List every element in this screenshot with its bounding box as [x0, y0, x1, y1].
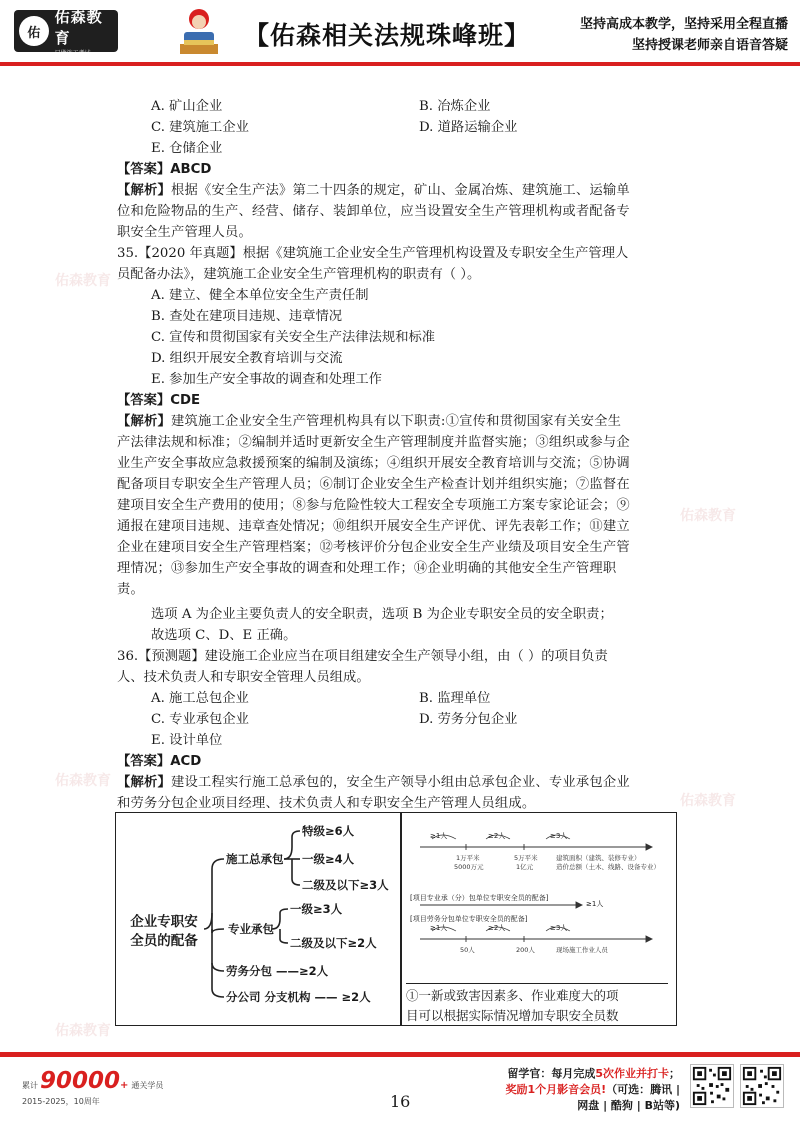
- analysis-line: [117, 411, 687, 432]
- promo-text: 留学官：每月完成: [507, 1067, 596, 1080]
- timeline-tick: 造价总额（土木、线路、设备专业）: [556, 863, 660, 871]
- timeline-tick: 现场施工作业人员: [556, 946, 608, 954]
- watermark: 佑森教育: [55, 273, 111, 289]
- analysis-line: 和劳务分包企业项目经理、技术负责人和专职安全生产管理人员组成。: [117, 796, 536, 811]
- analysis-tag: 【解析】: [117, 414, 171, 429]
- question-stem: 35.【2020 年真题】根据《建筑施工企业安全生产管理机构设置及专职安全生产管理人: [117, 246, 629, 261]
- qr-code[interactable]: [740, 1064, 784, 1116]
- timeline-tick: 5万平米: [514, 854, 538, 862]
- timeline-count: ≥1人: [430, 924, 448, 932]
- stat-prefix: 累计: [22, 1081, 38, 1090]
- analysis-line: 位和危险物品的生产、经营、储存、装卸单位，应当设置安全生产管理机构或者配备专: [117, 204, 630, 219]
- answer-line: [117, 159, 687, 180]
- option-b: B. 冶炼企业: [419, 99, 491, 114]
- logo-icon: 佑: [19, 16, 49, 46]
- option-row: [117, 709, 687, 730]
- branch-branch-office: 分公司 分支机构 —— ≥2人: [226, 990, 371, 1004]
- promo-highlight: 奖励1个月影音会员!: [505, 1083, 607, 1096]
- logo-name: 佑森教育: [54, 7, 103, 47]
- analysis-line: 责。: [117, 582, 144, 597]
- document-body: [117, 96, 687, 814]
- diagram-divider: [400, 813, 402, 1025]
- staffing-diagram: [115, 812, 677, 1026]
- footer-stats: [22, 1068, 163, 1107]
- promo-highlight: 5次作业并打卡: [595, 1067, 669, 1080]
- analysis-text: 建筑施工企业安全生产管理机构具有以下职责:①宣传和贯彻国家有关安全生: [171, 414, 622, 429]
- timeline-tick: 5000万元: [454, 863, 484, 871]
- option-row: [117, 117, 687, 138]
- answer-line: [117, 390, 687, 411]
- answer-value: CDE: [170, 393, 201, 408]
- watermark: 佑森教育: [680, 508, 736, 524]
- page-header: [0, 0, 800, 72]
- stat-plus: +: [120, 1080, 129, 1091]
- timeline-count: ≥2人: [488, 924, 506, 932]
- option-e: E. 设计单位: [151, 733, 223, 748]
- branch-labor: 劳务分包 ——≥2人: [226, 964, 329, 978]
- option-a: A. 矿山企业: [151, 99, 223, 114]
- answer-tag: 【答案】: [117, 754, 171, 769]
- timeline-count: ≥3人: [550, 832, 568, 840]
- analysis-text: 根据《安全生产法》第二十四条的规定，矿山、金属冶炼、建筑施工、运输单: [171, 183, 630, 198]
- analysis-line: 建项目安全生产费用的使用；⑧参与危险性较大工程安全专项施工方案专家论证会；⑨: [117, 498, 630, 513]
- watermark: 佑森教育: [680, 793, 736, 809]
- branch-general-special: 特级≥6人: [302, 824, 355, 838]
- brand-logo: [14, 7, 118, 57]
- option-c: C. 建筑施工企业: [151, 120, 249, 135]
- stat-suffix: 通关学员: [131, 1081, 164, 1090]
- mascot-icon: [176, 6, 222, 56]
- footer-promo: [468, 1066, 680, 1114]
- qr-code-icon: [740, 1064, 784, 1108]
- promo-text: ；: [669, 1067, 680, 1080]
- option-a: A. 建立、健全本单位安全生产责任制: [151, 288, 369, 303]
- timeline-count: ≥3人: [550, 924, 568, 932]
- watermark: 佑森教育: [55, 773, 111, 789]
- stat-number: 90000: [40, 1068, 121, 1094]
- branch-specialty: 专业承包: [228, 922, 274, 936]
- diagram-note-line: ①一新或致害因素多、作业难度大的项: [406, 988, 619, 1003]
- option-a: A. 施工总包企业: [151, 691, 249, 706]
- stat-years: 2015-2025，10周年: [22, 1097, 100, 1106]
- logo-slogan: 只做施工考试: [54, 49, 91, 57]
- option-row: [117, 688, 687, 709]
- diagram-root-line: 全员的配备: [130, 933, 198, 949]
- header-divider: [0, 62, 800, 66]
- qr-code-icon: [690, 1064, 734, 1108]
- branch-general-first: 一级≥4人: [302, 852, 355, 866]
- option-b: B. 监理单位: [419, 691, 491, 706]
- timeline-tick: 1亿元: [516, 863, 534, 871]
- promo-text: （可选：腾讯 |: [606, 1083, 680, 1096]
- timeline-tick: 建筑面积（建筑、装修专业）: [556, 854, 641, 862]
- branch-general-contractor: 施工总承包: [226, 852, 284, 866]
- analysis-line: 理情况；⑬参加生产安全事故的调查和处理工作；⑭企业明确的其他安全生产管理职: [117, 561, 617, 576]
- diagram-note: [406, 983, 668, 1026]
- timeline-row-title: [项目专业承（分）包单位专职安全员的配备]: [410, 894, 549, 902]
- diagram-root-line: 企业专职安: [130, 914, 198, 930]
- analysis-text: 建设工程实行施工总承包的，安全生产领导小组由总承包企业、专业承包企业: [171, 775, 630, 790]
- diagram-note-line: 目可以根据实际情况增加专职安全员数: [406, 1008, 619, 1023]
- analysis-line: 业生产安全事故应急救援预案的编制及演练；④组织开展安全教育培训与交流；⑤协调: [117, 456, 630, 471]
- answer-value: ACD: [170, 754, 202, 769]
- header-slogan-2: 坚持授课老师亲自语音答疑: [631, 38, 788, 53]
- analysis-line: 产法律法规和标准；②编制并适时更新安全生产管理制度并监督实施；③组织或参与企: [117, 435, 630, 450]
- question-stem: 36.【预测题】建设施工企业应当在项目组建安全生产领导小组，由（ ）的项目负责: [117, 649, 608, 664]
- analysis-line: [117, 180, 687, 201]
- option-e: E. 仓储企业: [151, 141, 223, 156]
- option-b: B. 查处在建项目违规、违章情况: [151, 309, 343, 324]
- timeline-count: ≥2人: [488, 832, 506, 840]
- option-d: D. 劳务分包企业: [419, 712, 518, 727]
- analysis-line: 配备项目专职安全生产管理人员；⑥制订企业安全生产检查计划并组织实施；⑦监督在: [117, 477, 630, 492]
- analysis-line: 企业在建项目安全生产管理档案；⑫考核评价分包企业安全生产业绩及项目安全生产管: [117, 540, 630, 555]
- question-stem: 员配备办法》，建筑施工企业安全生产管理机构的职责有（ ）。: [117, 267, 481, 282]
- page-number: 16: [390, 1092, 411, 1111]
- diagram-root: [124, 913, 204, 951]
- answer-line: [117, 751, 687, 772]
- option-d: D. 组织开展安全教育培训与交流: [151, 351, 343, 366]
- answer-tag: 【答案】: [117, 162, 171, 177]
- timeline-count: ≥1人: [586, 900, 604, 908]
- timeline-tick: 1万平米: [456, 854, 480, 862]
- promo-text: 网盘 | 酷狗 | B站等): [577, 1099, 680, 1112]
- timeline-row-title: [项目劳务分包单位专职安全员的配备]: [410, 915, 528, 923]
- header-slogan-1: 坚持高成本教学，坚持采用全程直播: [579, 17, 788, 32]
- analysis-line: [117, 772, 687, 793]
- branch-specialty-second: 二级及以下≥2人: [290, 936, 377, 950]
- analysis-line: 通报在建项目违规、违章查处情况；⑩组织开展安全生产评优、评先表彰工作；⑪建立: [117, 519, 630, 534]
- header-slogans: [580, 14, 788, 56]
- qr-code[interactable]: [690, 1064, 734, 1116]
- branch-specialty-first: 一级≥3人: [290, 902, 343, 916]
- option-c: C. 专业承包企业: [151, 712, 249, 727]
- branch-general-second: 二级及以下≥3人: [302, 878, 389, 892]
- analysis-note: 故选项 C、D、E 正确。: [151, 628, 297, 643]
- question-stem: 人、技术负责人和专职安全管理人员组成。: [117, 670, 370, 685]
- option-e: E. 参加生产安全事故的调查和处理工作: [151, 372, 382, 387]
- option-row: [117, 96, 687, 117]
- option-c: C. 宣传和贯彻国家有关安全生产法律法规和标准: [151, 330, 436, 345]
- timeline-count: ≥1人: [430, 832, 448, 840]
- analysis-note: 选项 A 为企业主要负责人的安全职责，选项 B 为企业专职安全员的安全职责；: [151, 607, 613, 622]
- watermark: 佑森教育: [55, 1023, 111, 1039]
- footer-divider: [0, 1052, 800, 1057]
- answer-tag: 【答案】: [117, 393, 171, 408]
- answer-value: ABCD: [170, 162, 212, 177]
- analysis-tag: 【解析】: [117, 183, 171, 198]
- analysis-line: 职安全生产管理人员。: [117, 225, 252, 240]
- option-d: D. 道路运输企业: [419, 120, 518, 135]
- timeline-tick: 50人: [460, 946, 475, 954]
- staffing-timeline: [406, 819, 670, 979]
- timeline-tick: 200人: [516, 946, 535, 954]
- header-title: 【佑森相关法规珠峰班】: [244, 21, 531, 50]
- analysis-tag: 【解析】: [117, 775, 171, 790]
